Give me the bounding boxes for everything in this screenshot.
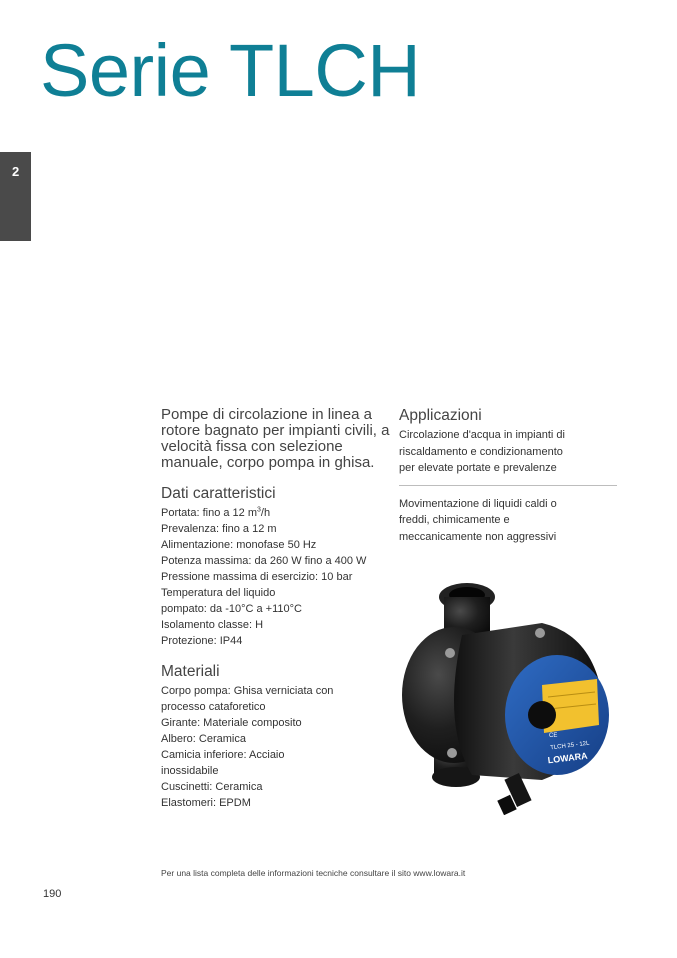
- section-tab: [0, 152, 31, 241]
- materiali-item: Albero: Ceramica: [161, 733, 246, 745]
- materiali-item: Elastomeri: EPDM: [161, 797, 251, 809]
- dati-item: Prevalenza: fino a 12 m: [161, 523, 277, 535]
- footer-note: Per una lista completa delle informazioni tecniche consultare il sito www.lowara.it: [161, 868, 466, 878]
- divider: [399, 485, 617, 486]
- page-number: 190: [43, 888, 62, 900]
- pump-brand-label: LOWARA: [547, 750, 589, 766]
- dati-item-portata: Portata: fino a 12 $m^3/h$: [161, 506, 271, 519]
- applicazioni-line: Circolazione d'acqua in impianti di: [399, 429, 565, 441]
- materiali-item: processo cataforetico: [161, 701, 266, 713]
- applicazioni-block-2: [399, 496, 617, 546]
- intro-text: Pompe di circolazione in linea a rotore bagnato per impianti civili, a velocità fissa con selezione manuale, corpo pompa in ghisa.: [161, 406, 390, 471]
- dati-item: Isolamento classe: H: [161, 619, 264, 631]
- dati-item: Alimentazione: monofase 50 Hz: [161, 539, 317, 551]
- materiali-item: Girante: Materiale composito: [161, 717, 302, 729]
- materiali-item: inossidabile: [161, 765, 219, 777]
- applicazioni-line: riscaldamento e condizionamento: [399, 445, 563, 458]
- dati-item: Protezione: IP44: [161, 635, 243, 647]
- right-column: [399, 407, 617, 545]
- materiali-heading: Materiali: [161, 663, 220, 680]
- dati-item: pompato: da -10°C a +110°C: [161, 603, 302, 615]
- dati-item: Potenza massima: da 260 W fino a 400 W: [161, 555, 367, 567]
- applicazioni-line: meccanicamente non aggressivi: [399, 530, 557, 543]
- applicazioni-heading: Applicazioni: [399, 407, 482, 424]
- materiali-item: Cuscinetti: Ceramica: [161, 781, 263, 793]
- section-tab-number: 2: [12, 164, 20, 179]
- pump-ce-mark: CE: [549, 733, 558, 739]
- applicazioni-line: freddi, chimicamente e: [399, 514, 510, 526]
- left-column: [161, 407, 391, 825]
- applicazioni-line: per elevate portate e prevalenze: [399, 462, 557, 474]
- page-title: Serie TLCH: [40, 29, 421, 112]
- pump-model-label: TLCH 25 - 12L: [549, 740, 590, 752]
- materiali-item: Camicia inferiore: Acciaio: [161, 749, 285, 761]
- dati-item: Pressione massima di esercizio: 10 bar: [161, 571, 353, 583]
- materiali-item: Corpo pompa: Ghisa verniciata con: [161, 685, 334, 697]
- pump-product-image: [392, 575, 616, 815]
- materiali-list: [161, 683, 391, 811]
- applicazioni-line: Movimentazione di liquidi caldi o: [399, 497, 557, 510]
- dati-item: Temperatura del liquido: [161, 587, 276, 599]
- dati-heading: Dati caratteristici: [161, 485, 276, 502]
- applicazioni-block-1: [399, 427, 617, 477]
- dati-list: [161, 505, 391, 649]
